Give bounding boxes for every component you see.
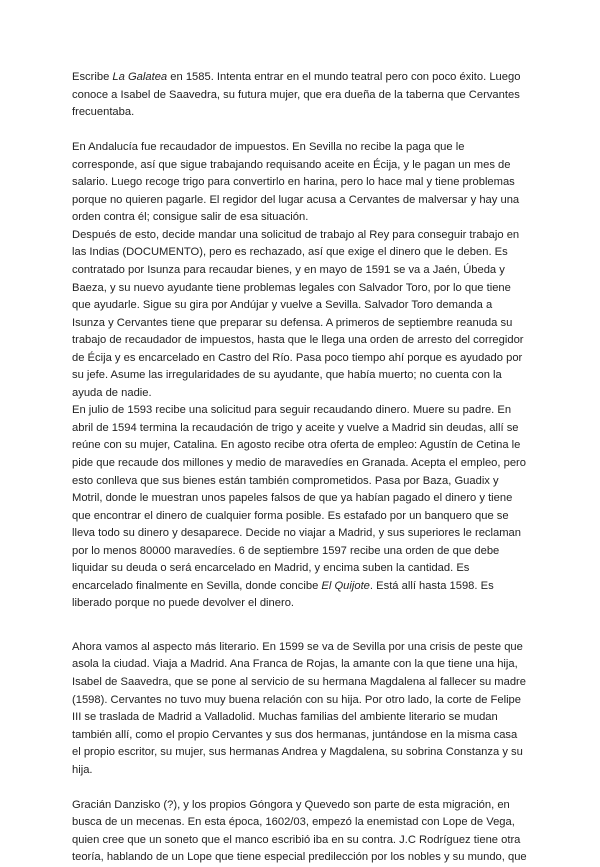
paragraph-indias: Después de esto, decide mandar una solicitud de trabajo al Rey para conseguir trabajo en las Indias (DOCUMENTO), pero es rechazado, así que exige el dinero que le deben. Es contratado por Isunza para recaudar bienes, y en mayo de 1591 se va a Jaén, Úbeda y Baeza, y su nuevo ayudante tiene problemas legales con Salvador Toro, por lo que tiene que ayudarle. Sigue su gira por Andújar y vuelve a Sevilla. Salvador Toro demanda a Isunza y Cervantes tiene que preparar su defensa. A primeros de septiembre reanuda su trabajo de recaudador de impuestos, hasta que le llega una orden de arresto del corregidor de Écija y es encarcelado en Castro del Río. Pasa poco tiempo ahí porque es ayudado por su jefe. Asume las irregularidades de su ayudante, que había muerto; no cuenta con la ayuda de nadie. (72, 228, 524, 399)
paragraph-galatea-text-end: en 1585. Intenta entrar en el mundo teatral pero con poco éxito. Luego conoce a Isabel de Saavedra, su futura mujer, que era dueña de la taberna que Cervantes frecuentaba. (72, 71, 521, 119)
paragraph-galatea (72, 69, 528, 122)
paragraph-spacer (72, 779, 528, 797)
paragraph-spacer (72, 122, 528, 140)
paragraph-migracion: Gracián Danzisko (?), y los propios Góngora y Quevedo son parte de esta migración, en busca de un mecenas. En esta época, 1602/03, empezó la enemistad con Lope de Vega, quien cree que un soneto que el manco escribió iba en su contra. J.C Rodríguez tiene otra teoría, hablando de un Lope que tiene especial predilección por los nobles y su mundo, que (72, 798, 527, 864)
title-la-galatea: La Galatea (112, 71, 168, 83)
document-body (72, 69, 528, 867)
paragraph-granada-text-end: . Está allí hasta 1598. Es liberado porque no puede devolver el dinero. (72, 579, 494, 610)
paragraph-andalucia: En Andalucía fue recaudador de impuestos. En Sevilla no recibe la paga que le corresponde, así que sigue trabajando requisando aceite en Écija, y le pagan un mes de salario. Luego recoge trigo para convertirlo en harina, pero lo hace mal y tiene problemas porque no quieren pagarle. El regidor del lugar acusa a Cervantes de malversar y hay una orden contra él; consigue salir de esa situación. (72, 141, 520, 224)
paragraph-galatea-text-start: Escribe (72, 71, 113, 83)
paragraph-literario: Ahora vamos al aspecto más literario. En 1599 se va de Sevilla por una crisis de peste que asola la ciudad. Viaja a Madrid. Ana Franca de Rojas, la amante con la que tiene una hija, Isabel de Saavedra, que se pone al servicio de su hermana Magdalena al fallecer su madre (1598). Cervantes no tuvo muy buena relación con su hija. Por otro lado, la corte de Felipe III se traslada de Madrid a Valladolid. Muchas familias del ambiente literario se mudan también allí, como el propio Cervantes y sus dos hermanas, juntándose en la misma casa el propio escritor, su mujer, sus hermanas Andrea y Magdalena, su sobrina Constanza y su hija. (72, 640, 526, 776)
title-el-quijote: El Quijote (321, 579, 370, 592)
paragraph-granada-text-start: En julio de 1593 recibe una solicitud para seguir recaudando dinero. Muere su padre. En abril de 1594 termina la recaudación de trigo y aceite y vuelve a Madrid sin deudas, allí se reúne con su mujer, Catalina. En agosto recibe otra oferta de empleo: Agustín de Cetina le pide que recaude dos millones y medio de maravedíes en Granada. Acepta el empleo, pero esto conlleva que sus bienes están también comprometidos. Pasa por Baza, Guadix y Motril, donde le muestran unos papeles falsos de que ya habían pagado el dinero y tiene que encontrar el dinero de cualquier forma posible. Es estafado por un banquero que se lleva todo su dinero y desaparece. Decide no viajar a Madrid, y sus superiores le reclaman por lo menos 80000 maravedíes. 6 de septiembre 1597 recibe una orden de que debe liquidar su deuda o será encarcelado en Madrid, y encima suben la cantidad. Es encarcelado finalmente en Sevilla, donde concibe (72, 404, 526, 592)
paragraph-granada (72, 402, 528, 613)
section-spacer (72, 613, 528, 639)
